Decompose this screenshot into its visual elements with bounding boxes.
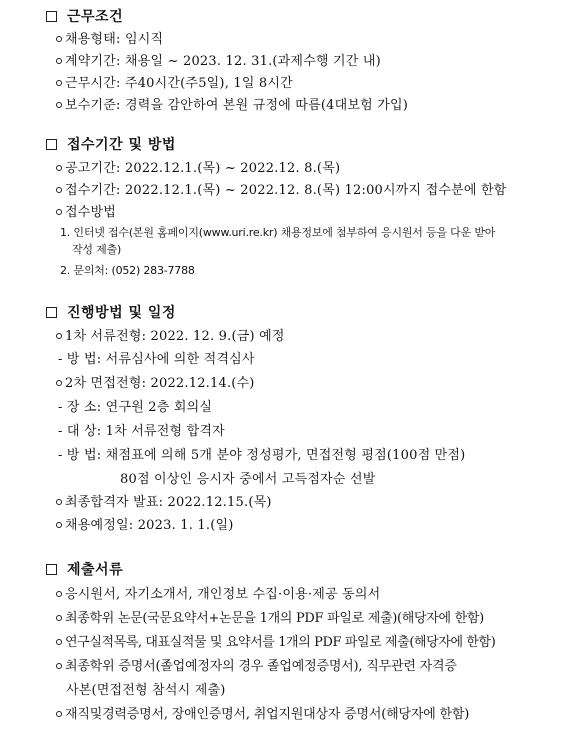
sub-list-item bbox=[60, 262, 195, 278]
section-title-text: 근무조건 bbox=[67, 9, 124, 25]
list-item-text: - 방 법: 서류심사에 의한 적격심사 bbox=[58, 352, 255, 367]
list-item bbox=[56, 372, 255, 391]
list-item bbox=[56, 655, 457, 674]
section-title-work-conditions bbox=[46, 6, 123, 26]
list-item-continuation bbox=[66, 679, 226, 698]
list-item-text: 최종합격자 발표: 2022.12.15.(목) bbox=[65, 495, 272, 510]
list-item-text: 응시원서, 자기소개서, 개인정보 수집·이용·제공 동의서 bbox=[65, 587, 381, 602]
list-item-text: 80점 이상인 응시자 중에서 고득점자순 선발 bbox=[120, 472, 376, 487]
circle-bullet-icon bbox=[56, 187, 62, 193]
circle-bullet-icon bbox=[56, 663, 62, 669]
section-title-text: 접수기간 및 방법 bbox=[67, 137, 176, 153]
list-item-text: - 방 법: 채점표에 의해 5개 분야 정성평가, 면접전형 평점(100점 만점) bbox=[58, 448, 466, 463]
list-item-text: 사본(면접전형 참석시 제출) bbox=[66, 683, 226, 698]
list-item-text: 접수기간: 2022.12.1.(목) ~ 2022.12. 8.(목) 12:00시까지 접수분에 한함 bbox=[65, 183, 507, 198]
circle-bullet-icon bbox=[56, 80, 62, 86]
list-item bbox=[56, 607, 484, 626]
list-item bbox=[58, 348, 255, 367]
list-item bbox=[58, 420, 225, 439]
list-item bbox=[56, 50, 381, 69]
circle-bullet-icon bbox=[56, 209, 62, 215]
circle-bullet-icon bbox=[56, 333, 62, 339]
circle-bullet-icon bbox=[56, 102, 62, 108]
sub-list-item-text: 작성 제출) bbox=[72, 243, 122, 256]
list-item bbox=[56, 94, 408, 113]
list-item bbox=[56, 72, 293, 91]
list-item bbox=[56, 703, 469, 722]
list-item bbox=[56, 631, 495, 650]
checkbox-icon bbox=[46, 11, 57, 22]
section-title-application-period bbox=[46, 134, 176, 154]
list-item-text: - 대 상: 1차 서류전형 합격자 bbox=[58, 424, 225, 439]
circle-bullet-icon bbox=[56, 711, 62, 717]
section-title-required-documents bbox=[46, 559, 123, 579]
list-item-text: 최종학위 증명서(졸업예정자의 경우 졸업예정증명서), 직무관련 자격증 bbox=[65, 659, 457, 674]
list-item bbox=[56, 583, 380, 602]
circle-bullet-icon bbox=[56, 591, 62, 597]
list-item bbox=[56, 201, 116, 220]
checkbox-icon bbox=[46, 307, 57, 318]
list-item-text: 계약기간: 채용일 ~ 2023. 12. 31.(과제수행 기간 내) bbox=[65, 54, 381, 69]
list-item-text: 최종학위 논문(국문요약서+논문을 1개의 PDF 파일로 제출)(해당자에 한함) bbox=[65, 611, 484, 626]
list-item-text: 접수방법 bbox=[65, 205, 117, 220]
list-item-text: 공고기간: 2022.12.1.(목) ~ 2022.12. 8.(목) bbox=[65, 161, 341, 176]
list-item-text: 근무시간: 주40시간(주5일), 1일 8시간 bbox=[65, 76, 293, 91]
list-item bbox=[58, 444, 465, 463]
list-item-text: 1차 서류전형: 2022. 12. 9.(금) 예정 bbox=[65, 329, 285, 344]
list-item bbox=[56, 179, 507, 198]
list-item-text: 채용형태: 임시직 bbox=[65, 32, 164, 47]
sub-list-item-text: 1. 인터넷 접수(본원 홈페이지(www.uri.re.kr) 채용정보에 첨부하여 응시원서 등을 다운 받아 bbox=[60, 226, 496, 239]
circle-bullet-icon bbox=[56, 380, 62, 386]
list-item bbox=[56, 157, 340, 176]
checkbox-icon bbox=[46, 564, 57, 575]
sub-list-item bbox=[60, 224, 495, 240]
list-item-text: 채용예정일: 2023. 1. 1.(일) bbox=[65, 518, 234, 533]
list-item-continuation bbox=[120, 468, 376, 487]
list-item bbox=[58, 396, 212, 415]
circle-bullet-icon bbox=[56, 639, 62, 645]
section-title-text: 제출서류 bbox=[67, 562, 124, 578]
sub-list-item bbox=[72, 241, 121, 257]
circle-bullet-icon bbox=[56, 499, 62, 505]
circle-bullet-icon bbox=[56, 615, 62, 621]
list-item bbox=[56, 491, 272, 510]
list-item-text: 2차 면접전형: 2022.12.14.(수) bbox=[65, 376, 255, 391]
circle-bullet-icon bbox=[56, 36, 62, 42]
circle-bullet-icon bbox=[56, 165, 62, 171]
list-item bbox=[56, 325, 285, 344]
list-item-text: 연구실적목록, 대표실적물 및 요약서를 1개의 PDF 파일로 제출(해당자에 한함) bbox=[65, 635, 496, 650]
list-item bbox=[56, 514, 234, 533]
list-item-text: - 장 소: 연구원 2층 회의실 bbox=[58, 400, 213, 415]
list-item-text: 보수기준: 경력을 감안하여 본원 규정에 따름(4대보험 가입) bbox=[65, 98, 409, 113]
list-item bbox=[56, 28, 163, 47]
circle-bullet-icon bbox=[56, 58, 62, 64]
section-title-text: 진행방법 및 일정 bbox=[67, 305, 176, 321]
list-item-text: 재직및경력증명서, 장애인증명서, 취업지원대상자 증명서(해당자에 한함) bbox=[65, 707, 470, 722]
sub-list-item-text: 2. 문의처: (052) 283-7788 bbox=[60, 264, 195, 277]
section-title-process-schedule bbox=[46, 302, 176, 322]
circle-bullet-icon bbox=[56, 522, 62, 528]
checkbox-icon bbox=[46, 139, 57, 150]
